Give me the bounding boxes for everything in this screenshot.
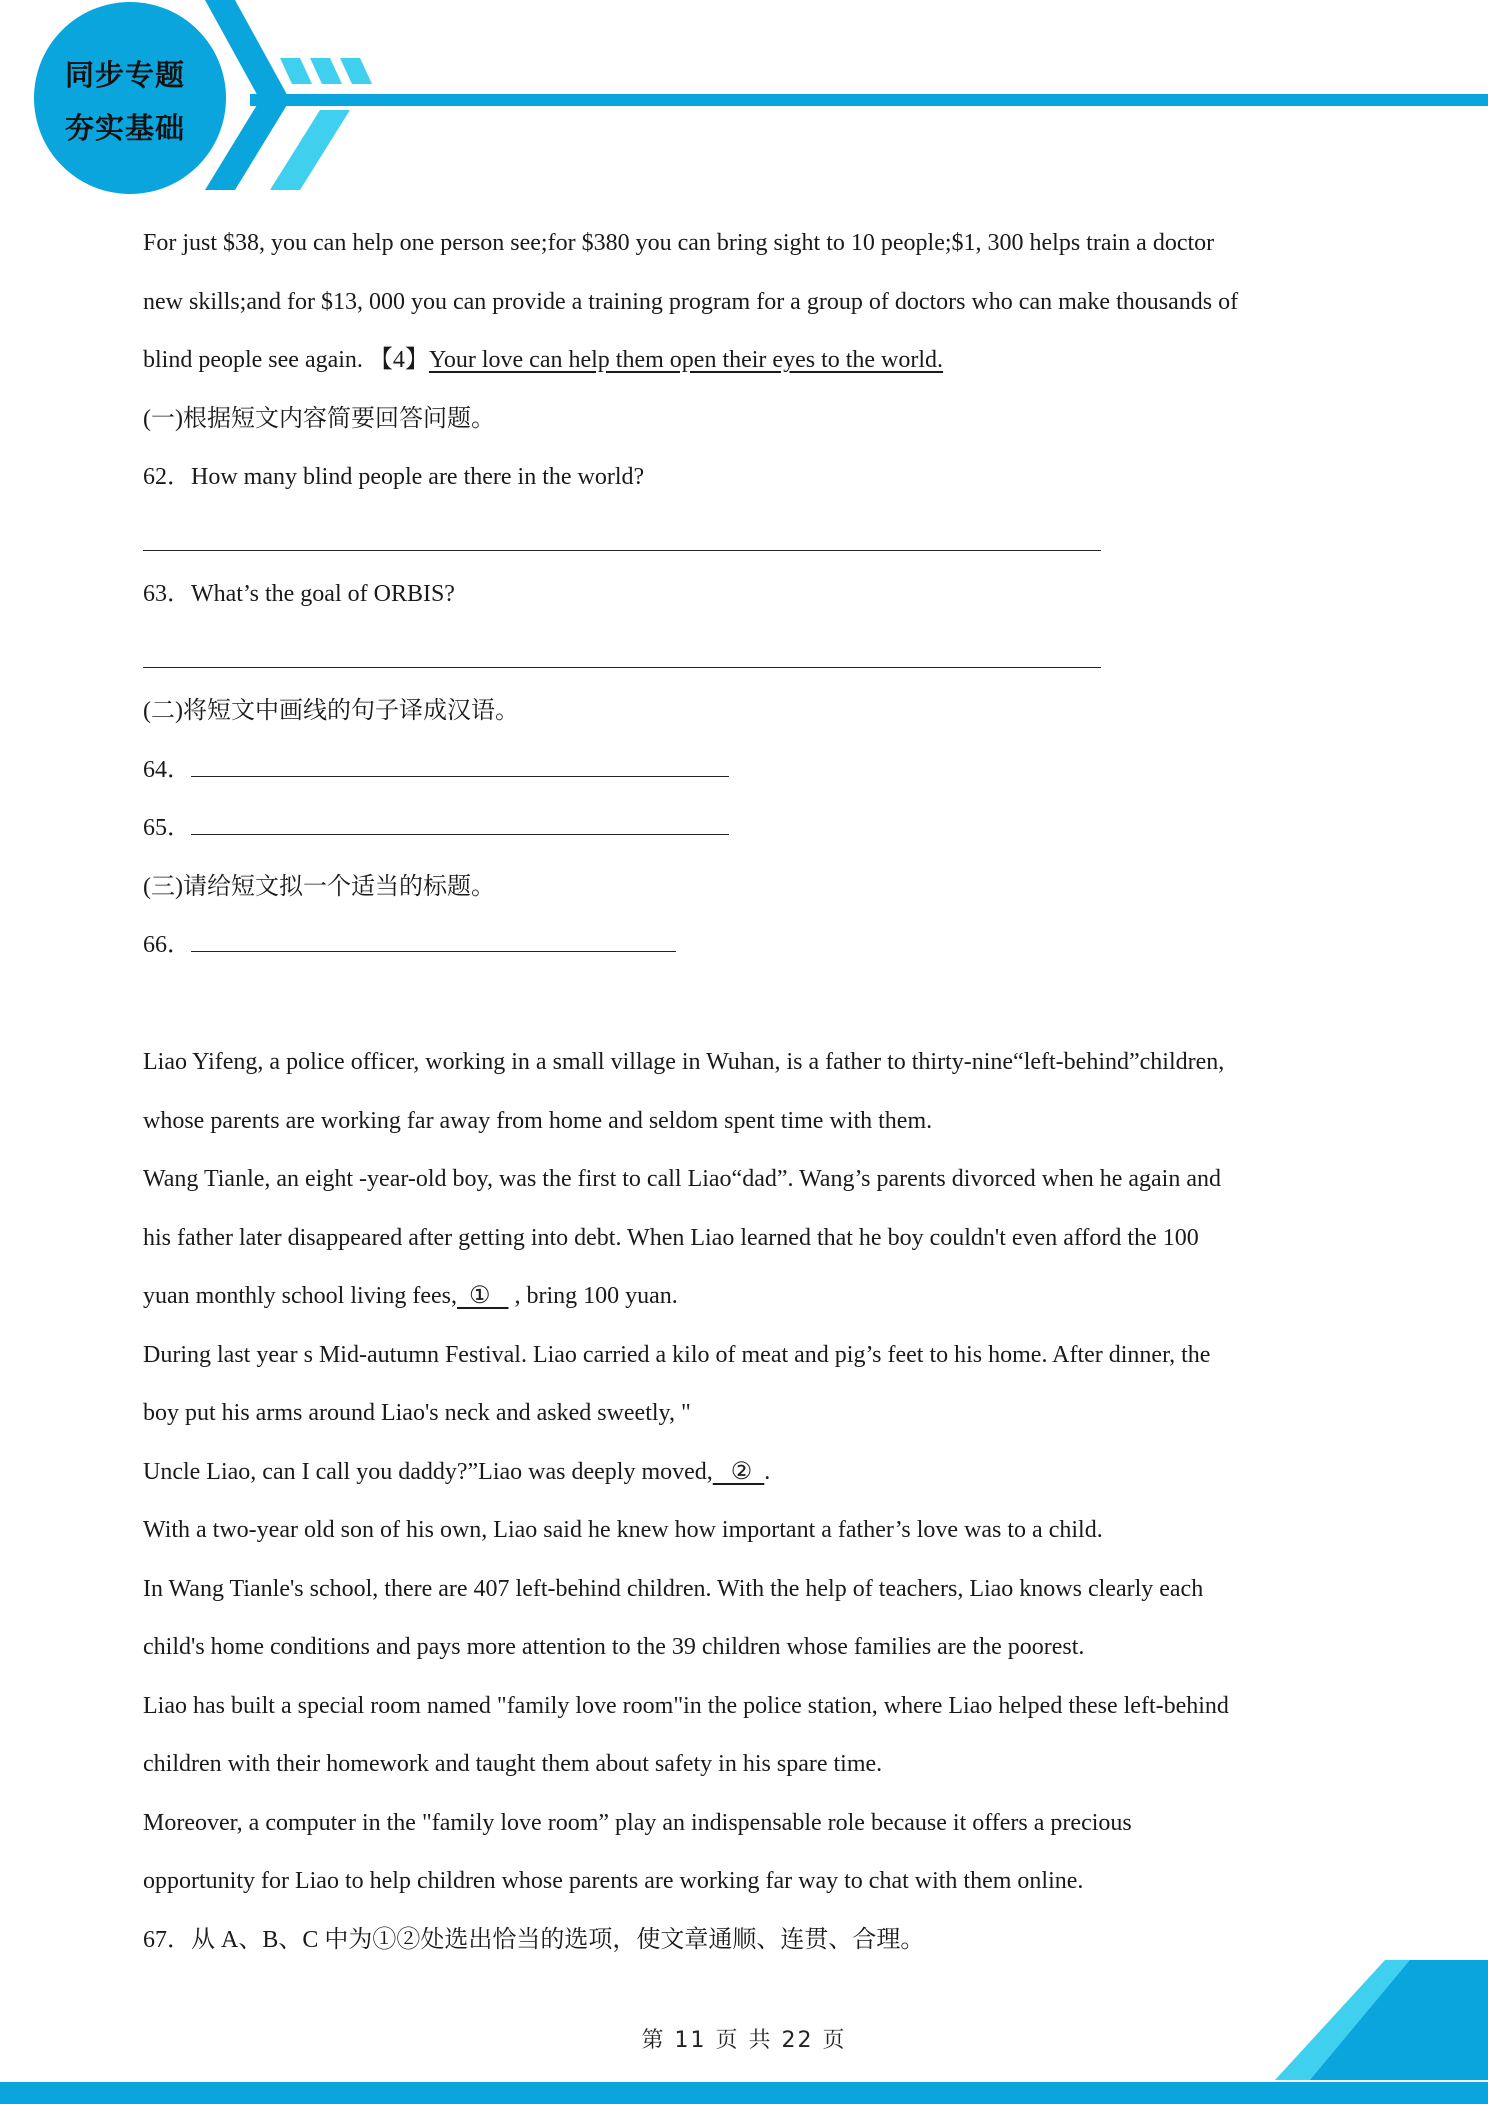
- passage2-line8: [143, 1443, 1353, 1502]
- header-banner: [0, 0, 1488, 200]
- passage1-line2: new skills;and for $13, 000 you can provide a training program for a group of doctors who can make thousands of: [143, 288, 1239, 315]
- section1-heading: (一)根据短文内容简要回答问题。: [143, 405, 495, 432]
- header-badge-circle: [34, 2, 226, 194]
- header-dash-1: [280, 58, 312, 84]
- question-64: [143, 741, 1353, 800]
- question-67: 67．从 A、B、C 中为①②处选出恰当的选项，使文章通顺、连贯、合理。: [143, 1926, 925, 1953]
- footer-bar: [0, 2082, 1488, 2104]
- page-number: 第 11 页 共 22 页: [641, 2028, 847, 2053]
- passage2-line15: opportunity for Liao to help children whose parents are working far way to chat with them online.: [143, 1868, 1084, 1894]
- passage2-line7: boy put his arms around Liao's neck and asked sweetly, ": [143, 1400, 691, 1426]
- passage2-line9: With a two-year old son of his own, Liao said he knew how important a father’s love was to a child.: [143, 1517, 1103, 1543]
- badge-line-1: 同步专题: [64, 58, 185, 92]
- section-gap: [143, 975, 1353, 1034]
- question-65: [143, 799, 1353, 858]
- blank-1[interactable]: ①: [456, 1283, 509, 1309]
- passage2-line10: In Wang Tianle's school, there are 407 left-behind children. With the help of teachers, Liao knows clearly each: [143, 1575, 1204, 1602]
- passage2-line5: [143, 1267, 1353, 1326]
- question-66-label: 66．: [143, 932, 191, 958]
- answer-blank-65[interactable]: [191, 833, 729, 835]
- passage2-line13: children with their homework and taught them about safety in his spare time.: [143, 1751, 883, 1777]
- passage2-line5-suffix: , bring 100 yuan.: [508, 1283, 678, 1309]
- passage2-line8-prefix: Uncle Liao, can I call you daddy?”Liao was deeply moved,: [143, 1458, 713, 1485]
- question-66: [143, 916, 1353, 975]
- question-65-label: 65．: [143, 815, 191, 841]
- section2-heading: (二)将短文中画线的句子译成汉语。: [143, 698, 519, 724]
- page-content: [143, 214, 1353, 1969]
- passage2-line11: child's home conditions and pays more attention to the 39 children whose families are the poorest.: [143, 1634, 1085, 1660]
- question-64-label: 64．: [143, 756, 191, 783]
- header-dash-2: [310, 58, 342, 84]
- answer-blank-64[interactable]: [191, 775, 729, 777]
- underlined-sentence-4: Your love can help them open their eyes to the world.: [428, 347, 944, 373]
- passage2-line1: Liao Yifeng, a police officer, working in a small village in Wuhan, is a father to thirty-nine“left-behind”children,: [143, 1049, 1225, 1075]
- passage1-line1: For just $38, you can help one person see;for $380 you can bring sight to 10 people;$1, 300 helps train a doctor: [143, 230, 1215, 256]
- section3-heading: (三)请给短文拟一个适当的标题。: [143, 873, 495, 900]
- passage1-line3: [143, 331, 1353, 390]
- passage2-line3: Wang Tianle, an eight -year-old boy, was the first to call Liao“dad”. Wang’s parents divorced when he again and: [143, 1166, 1221, 1192]
- badge-line-2: 夯实基础: [64, 111, 185, 145]
- passage2-line2: whose parents are working far away from home and seldom spent time with them.: [143, 1107, 933, 1134]
- question-62: 62．How many blind people are there in the world?: [143, 464, 645, 490]
- header-bar: [250, 94, 1488, 106]
- passage2-line5-prefix: yuan monthly school living fees,: [143, 1283, 457, 1309]
- passage2-line14: Moreover, a computer in the "family love room” play an indispensable role because it offers a precious: [143, 1809, 1132, 1836]
- passage2-line4: his father later disappeared after getting into debt. When Liao learned that he boy couldn't even afford the 100: [143, 1224, 1199, 1251]
- header-dash-3: [340, 58, 372, 84]
- passage2-line6: During last year s Mid-autumn Festival. Liao carried a kilo of meat and pig’s feet to his home. After dinner, the: [143, 1341, 1211, 1368]
- passage1-line3-prefix: blind people see again. 【4】: [143, 347, 429, 373]
- passage2-line12: Liao has built a special room named "family love room"in the police station, where Liao helped these left-behind: [143, 1692, 1229, 1719]
- answer-line-62[interactable]: [143, 507, 1353, 566]
- question-63: 63．What’s the goal of ORBIS?: [143, 581, 455, 607]
- answer-line-63[interactable]: [143, 624, 1353, 683]
- passage2-line8-suffix: .: [764, 1458, 771, 1485]
- answer-blank-66[interactable]: [191, 950, 676, 952]
- blank-2[interactable]: ②: [712, 1458, 765, 1485]
- header-stripe-light: [270, 110, 350, 190]
